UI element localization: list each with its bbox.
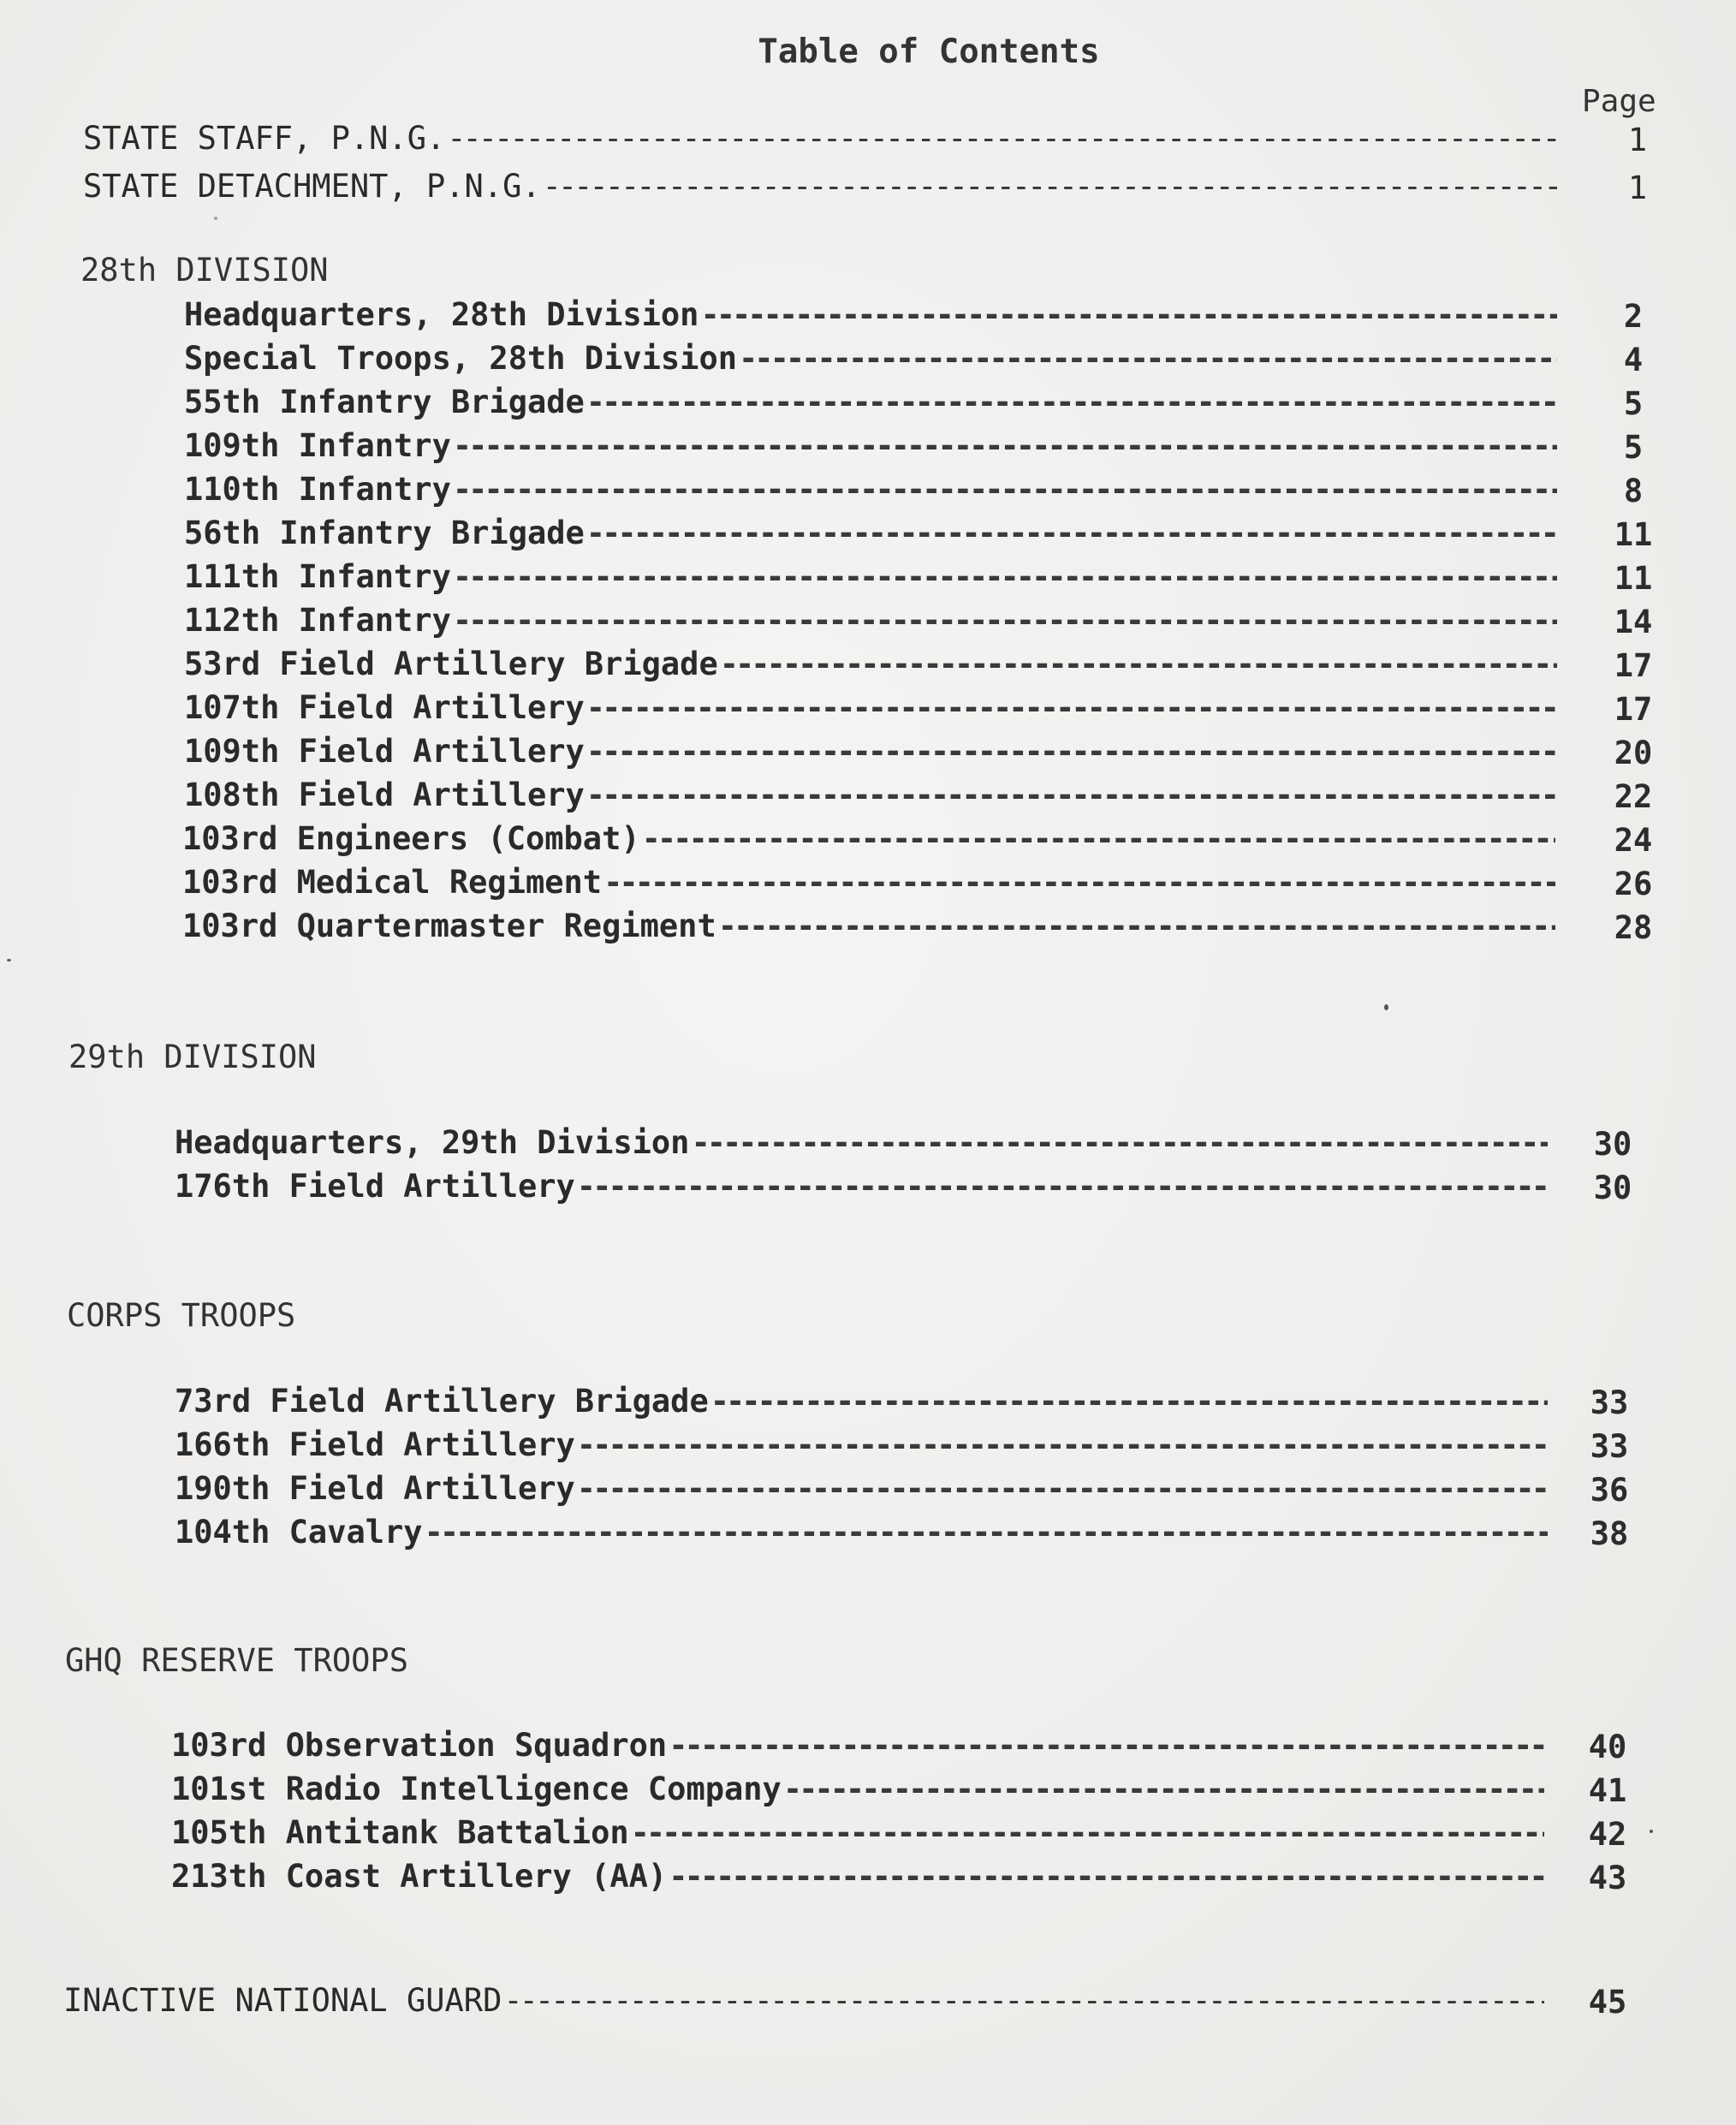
section-heading-corps-troops: CORPS TROOPS	[67, 1297, 296, 1334]
dot-leader	[447, 120, 1557, 157]
toc-page-number: 17	[1614, 647, 1653, 684]
toc-entry-label: 166th Field Artillery	[175, 1426, 575, 1463]
toc-entry-label: 103rd Quartermaster Regiment	[182, 908, 716, 944]
section-heading-28th-division: 28th DIVISION	[80, 252, 329, 289]
toc-entry	[184, 296, 1557, 336]
toc-entry	[182, 908, 1555, 947]
toc-page-number: 28	[1614, 909, 1653, 946]
toc-entry	[184, 646, 1557, 685]
section-heading-29th-division: 29th DIVISION	[68, 1039, 317, 1075]
toc-entry	[175, 1514, 1548, 1553]
toc-page-number: 42	[1588, 1816, 1627, 1853]
toc-entry-label: 107th Field Artillery	[184, 689, 585, 726]
toc-page-number: 33	[1590, 1384, 1629, 1421]
toc-entry	[175, 1124, 1548, 1164]
toc-page-number: 30	[1593, 1126, 1632, 1163]
toc-entry	[175, 1426, 1548, 1466]
toc-entry-label: Headquarters, 29th Division	[175, 1124, 690, 1161]
toc-entry	[175, 1470, 1548, 1509]
scan-speck	[1384, 1004, 1388, 1010]
toc-page-number: 36	[1590, 1472, 1629, 1509]
dot-leader	[669, 1858, 1544, 1895]
dot-leader	[453, 427, 1557, 464]
toc-entry-label: STATE DETACHMENT, P.N.G.	[83, 168, 541, 205]
toc-entry	[184, 471, 1557, 510]
toc-entry-label: 213th Coast Artillery (AA)	[171, 1858, 668, 1895]
dot-leader	[543, 168, 1557, 205]
toc-entry-label: 55th Infantry Brigade	[184, 384, 585, 420]
dot-leader	[453, 602, 1557, 639]
toc-entry-inactive-national-guard	[63, 1982, 1544, 2021]
dot-leader	[642, 820, 1555, 857]
toc-entry-label: 103rd Observation Squadron	[171, 1727, 668, 1764]
toc-entry-state-detachment	[83, 168, 1557, 207]
toc-entry-label: 190th Field Artillery	[175, 1470, 575, 1507]
toc-entry-label: 101st Radio Intelligence Company	[171, 1771, 782, 1807]
toc-entry	[171, 1727, 1544, 1766]
toc-page-number: 1	[1627, 122, 1648, 158]
toc-entry	[184, 777, 1557, 816]
toc-page-number: 4	[1623, 342, 1644, 378]
scan-speck	[1650, 1830, 1653, 1833]
toc-entry	[171, 1771, 1544, 1810]
toc-entry	[184, 515, 1557, 554]
section-heading-ghq-reserve-troops: GHQ RESERVE TROOPS	[65, 1642, 408, 1679]
toc-page-number: 45	[1588, 1984, 1627, 2021]
dot-leader	[586, 689, 1557, 726]
toc-entry-label: Special Troops, 28th Division	[184, 340, 738, 377]
toc-entry-label: 176th Field Artillery	[175, 1168, 575, 1205]
toc-entry	[184, 558, 1557, 598]
toc-page-number: 24	[1614, 822, 1653, 859]
dot-leader	[710, 1383, 1548, 1420]
toc-page-number: 17	[1614, 691, 1653, 728]
dot-leader	[718, 908, 1555, 944]
toc-page-number: 14	[1614, 604, 1653, 640]
toc-page-number: 11	[1614, 516, 1653, 553]
toc-page-number: 22	[1614, 778, 1653, 815]
toc-page-number: 20	[1614, 735, 1653, 771]
toc-entry-label: 103rd Medical Regiment	[182, 864, 603, 901]
toc-entry	[184, 340, 1557, 379]
toc-page-number: 1	[1627, 170, 1648, 206]
toc-entry	[175, 1168, 1548, 1207]
dot-leader	[631, 1814, 1544, 1851]
toc-page-number: 5	[1623, 385, 1644, 422]
toc-entry-label: 112th Infantry	[184, 602, 451, 639]
scan-speck	[7, 959, 11, 961]
dot-leader	[669, 1727, 1544, 1764]
toc-page-number: 2	[1623, 298, 1644, 335]
dot-leader	[503, 1982, 1544, 2019]
dot-leader	[691, 1124, 1548, 1161]
dot-leader	[586, 515, 1557, 551]
toc-entry	[184, 733, 1557, 772]
dot-leader	[586, 733, 1557, 770]
dot-leader	[586, 384, 1557, 420]
toc-page-number: 11	[1614, 560, 1653, 597]
dot-leader	[453, 471, 1557, 508]
toc-entry	[182, 820, 1555, 860]
dot-leader	[577, 1470, 1548, 1507]
toc-entry	[171, 1858, 1544, 1897]
toc-entry-label: STATE STAFF, P.N.G.	[83, 120, 446, 157]
toc-entry-label: 109th Field Artillery	[184, 733, 585, 770]
toc-entry	[184, 602, 1557, 641]
toc-page-number: 26	[1614, 866, 1653, 902]
page-title: Table of Contents	[758, 33, 1100, 71]
toc-page-number: 43	[1588, 1860, 1627, 1896]
toc-page-number: 8	[1623, 473, 1644, 509]
toc-entry-label: 73rd Field Artillery Brigade	[175, 1383, 709, 1420]
toc-entry-label: 109th Infantry	[184, 427, 451, 464]
page-column-label: Page	[1582, 84, 1656, 119]
toc-entry-label: 103rd Engineers (Combat)	[182, 820, 640, 857]
toc-entry-label: 105th Antitank Battalion	[171, 1814, 629, 1851]
toc-entry-label: 104th Cavalry	[175, 1514, 423, 1551]
dot-leader	[783, 1771, 1544, 1807]
toc-page-number: 38	[1590, 1515, 1629, 1552]
toc-entry-label: 108th Field Artillery	[184, 777, 585, 813]
toc-entry-label: 53rd Field Artillery Brigade	[184, 646, 718, 682]
dot-leader	[586, 777, 1557, 813]
dot-leader	[425, 1514, 1548, 1551]
toc-entry	[184, 689, 1557, 729]
toc-entry	[184, 384, 1557, 423]
toc-entry-label: INACTIVE NATIONAL GUARD	[63, 1982, 502, 2019]
toc-entry-label: 110th Infantry	[184, 471, 451, 508]
dot-leader	[577, 1168, 1548, 1205]
toc-page-number: 40	[1588, 1729, 1627, 1765]
toc-entry-label: Headquarters, 28th Division	[184, 296, 699, 333]
toc-entry	[182, 864, 1555, 903]
toc-page-number: 30	[1593, 1170, 1632, 1206]
dot-leader	[700, 296, 1557, 333]
toc-page-number: 33	[1590, 1428, 1629, 1465]
dot-leader	[739, 340, 1557, 377]
toc-entry-label: 56th Infantry Brigade	[184, 515, 585, 551]
dot-leader	[577, 1426, 1548, 1463]
dot-leader	[453, 558, 1557, 595]
scan-speck	[214, 217, 217, 220]
toc-page-number: 5	[1623, 429, 1644, 466]
toc-entry	[184, 427, 1557, 467]
toc-entry-state-staff	[83, 120, 1557, 159]
dot-leader	[603, 864, 1555, 901]
dot-leader	[720, 646, 1557, 682]
toc-entry	[171, 1814, 1544, 1854]
toc-entry	[175, 1383, 1548, 1422]
toc-entry-label: 111th Infantry	[184, 558, 451, 595]
toc-page-number: 41	[1588, 1772, 1627, 1809]
